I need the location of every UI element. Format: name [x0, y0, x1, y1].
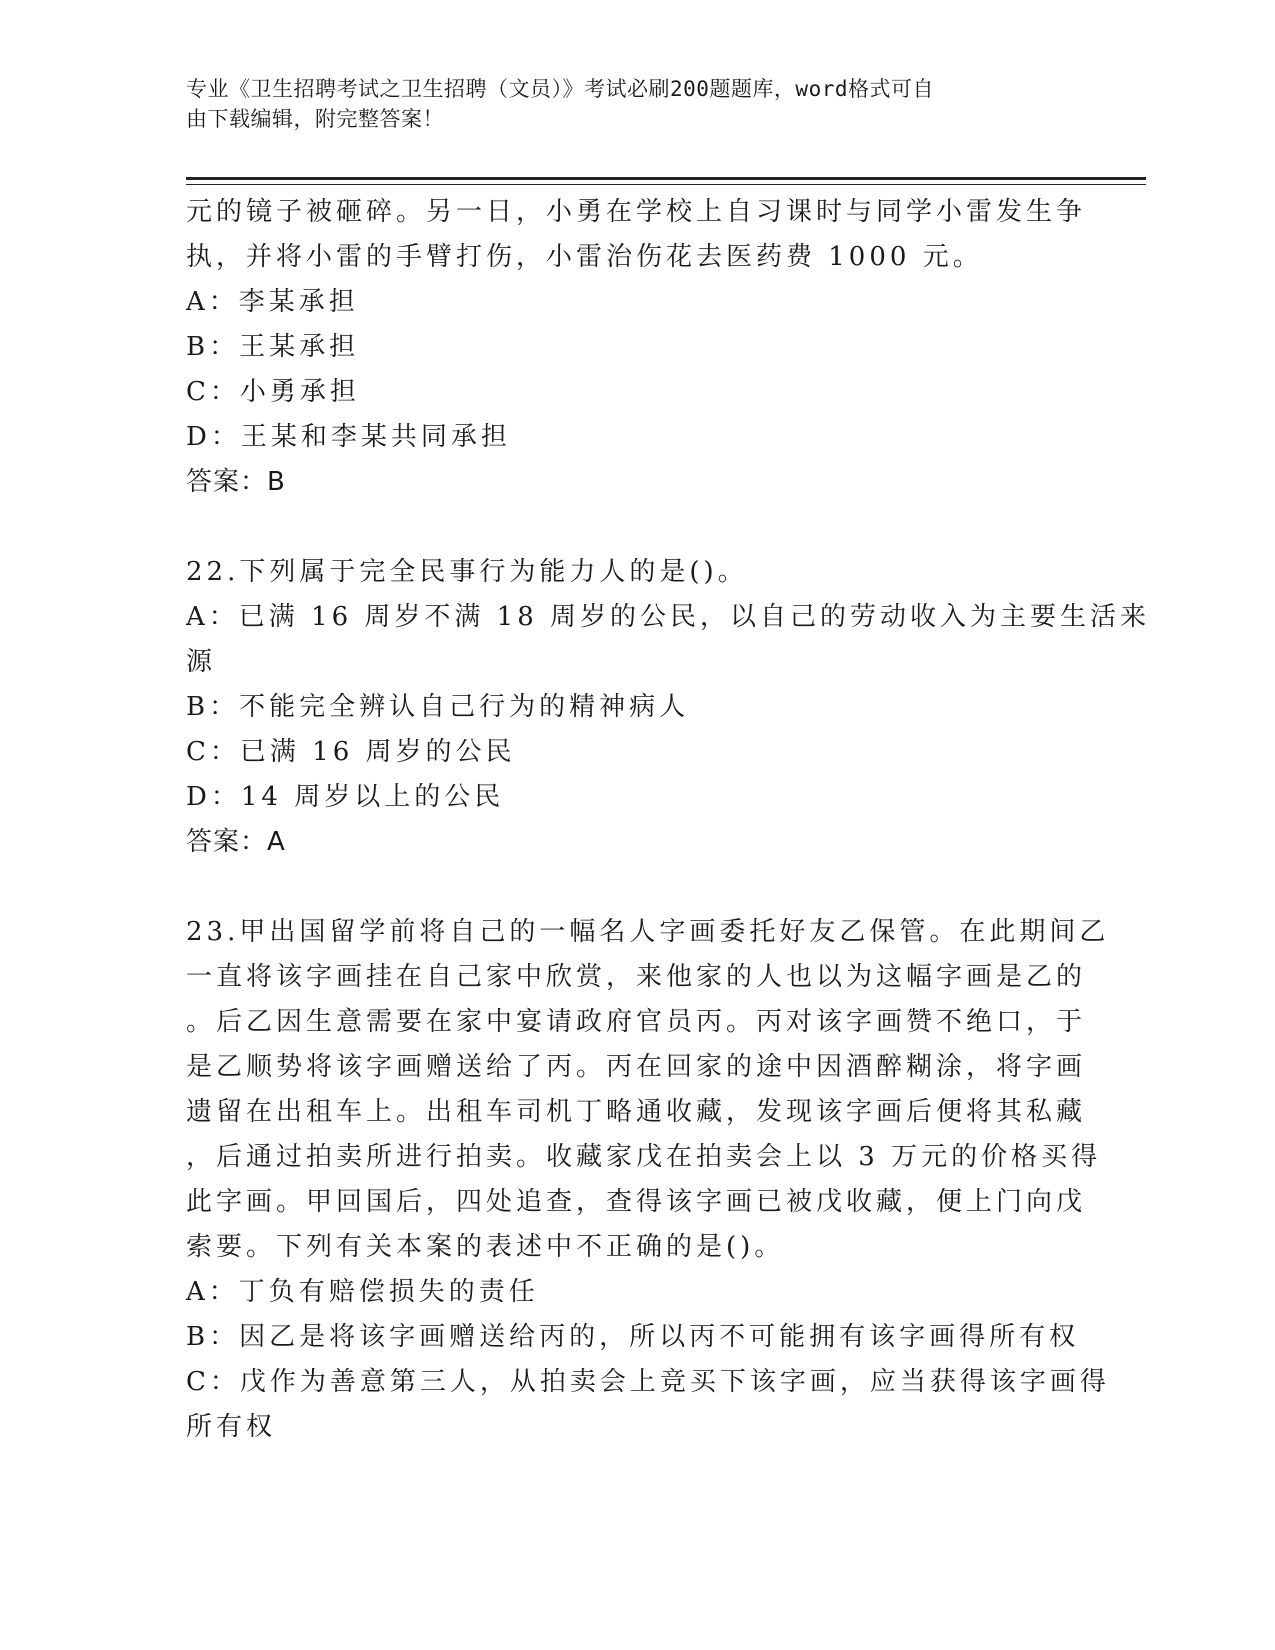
option-d: D：14 周岁以上的公民	[186, 782, 505, 812]
option-b: B：不能完全辨认自己行为的精神病人	[186, 692, 690, 722]
question-22	[186, 550, 1151, 865]
question-21	[186, 190, 1087, 505]
option-c-continued: 所有权	[186, 1412, 277, 1442]
question-stem-line: 此字画。甲回国后，四处追查，查得该字画已被戊收藏，便上门向戊	[186, 1187, 1087, 1217]
option-a: A：已满 16 周岁不满 18 周岁的公民，以自己的劳动收入为主要生活来	[186, 602, 1151, 632]
document-body	[186, 190, 1151, 1450]
header-line-1: 专业《卫生招聘考试之卫生招聘（文员）》考试必刷200题题库，word格式可自	[186, 77, 934, 101]
document-header	[186, 74, 1086, 134]
question-stem-line: 是乙顺势将该字画赠送给了丙。丙在回家的途中因酒醉糊涂，将字画	[186, 1052, 1087, 1082]
question-stem-line: 执，并将小雷的手臂打伤，小雷治伤花去医药费 1000 元。	[186, 242, 983, 272]
option-c: C：已满 16 周岁的公民	[186, 737, 516, 767]
header-divider-thick	[186, 177, 1146, 180]
question-stem-line: 一直将该字画挂在自己家中欣赏，来他家的人也以为这幅字画是乙的	[186, 962, 1087, 992]
spacer	[186, 505, 1076, 550]
option-c: C：戊作为善意第三人，从拍卖会上竞买下该字画，应当获得该字画得	[186, 1367, 1110, 1397]
question-stem-line: 元的镜子被砸碎。另一日，小勇在学校上自习课时与同学小雷发生争	[186, 197, 1087, 227]
question-stem-line: 索要。下列有关本案的表述中不正确的是()。	[186, 1232, 785, 1262]
question-stem-line: 22.下列属于完全民事行为能力人的是()。	[186, 557, 748, 587]
header-divider-thin	[186, 184, 1146, 185]
option-c: C：小勇承担	[186, 377, 360, 407]
option-a-continued: 源	[186, 647, 217, 677]
option-a: A：李某承担	[186, 287, 359, 317]
header-line-2: 由下载编辑，附完整答案！	[186, 107, 444, 131]
option-b: B：因乙是将该字画赠送给丙的，所以丙不可能拥有该字画得所有权	[186, 1322, 1080, 1352]
question-stem-line: 23.甲出国留学前将自己的一幅名人字画委托好友乙保管。在此期间乙	[186, 917, 1110, 947]
option-b: B：王某承担	[186, 332, 360, 362]
answer-line: 答案：B	[186, 467, 286, 497]
option-d: D：王某和李某共同承担	[186, 422, 511, 452]
question-stem-line: 。后乙因生意需要在家中宴请政府官员丙。丙对该字画赞不绝口，于	[186, 1007, 1087, 1037]
question-stem-line: ，后通过拍卖所进行拍卖。收藏家戊在拍卖会上以 3 万元的价格买得	[186, 1142, 1102, 1172]
question-stem-line: 遗留在出租车上。出租车司机丁略通收藏，发现该字画后便将其私藏	[186, 1097, 1087, 1127]
spacer	[186, 865, 1076, 910]
question-23	[186, 910, 1110, 1450]
option-a: A：丁负有赔偿损失的责任	[186, 1277, 539, 1307]
answer-line: 答案：A	[186, 827, 286, 857]
